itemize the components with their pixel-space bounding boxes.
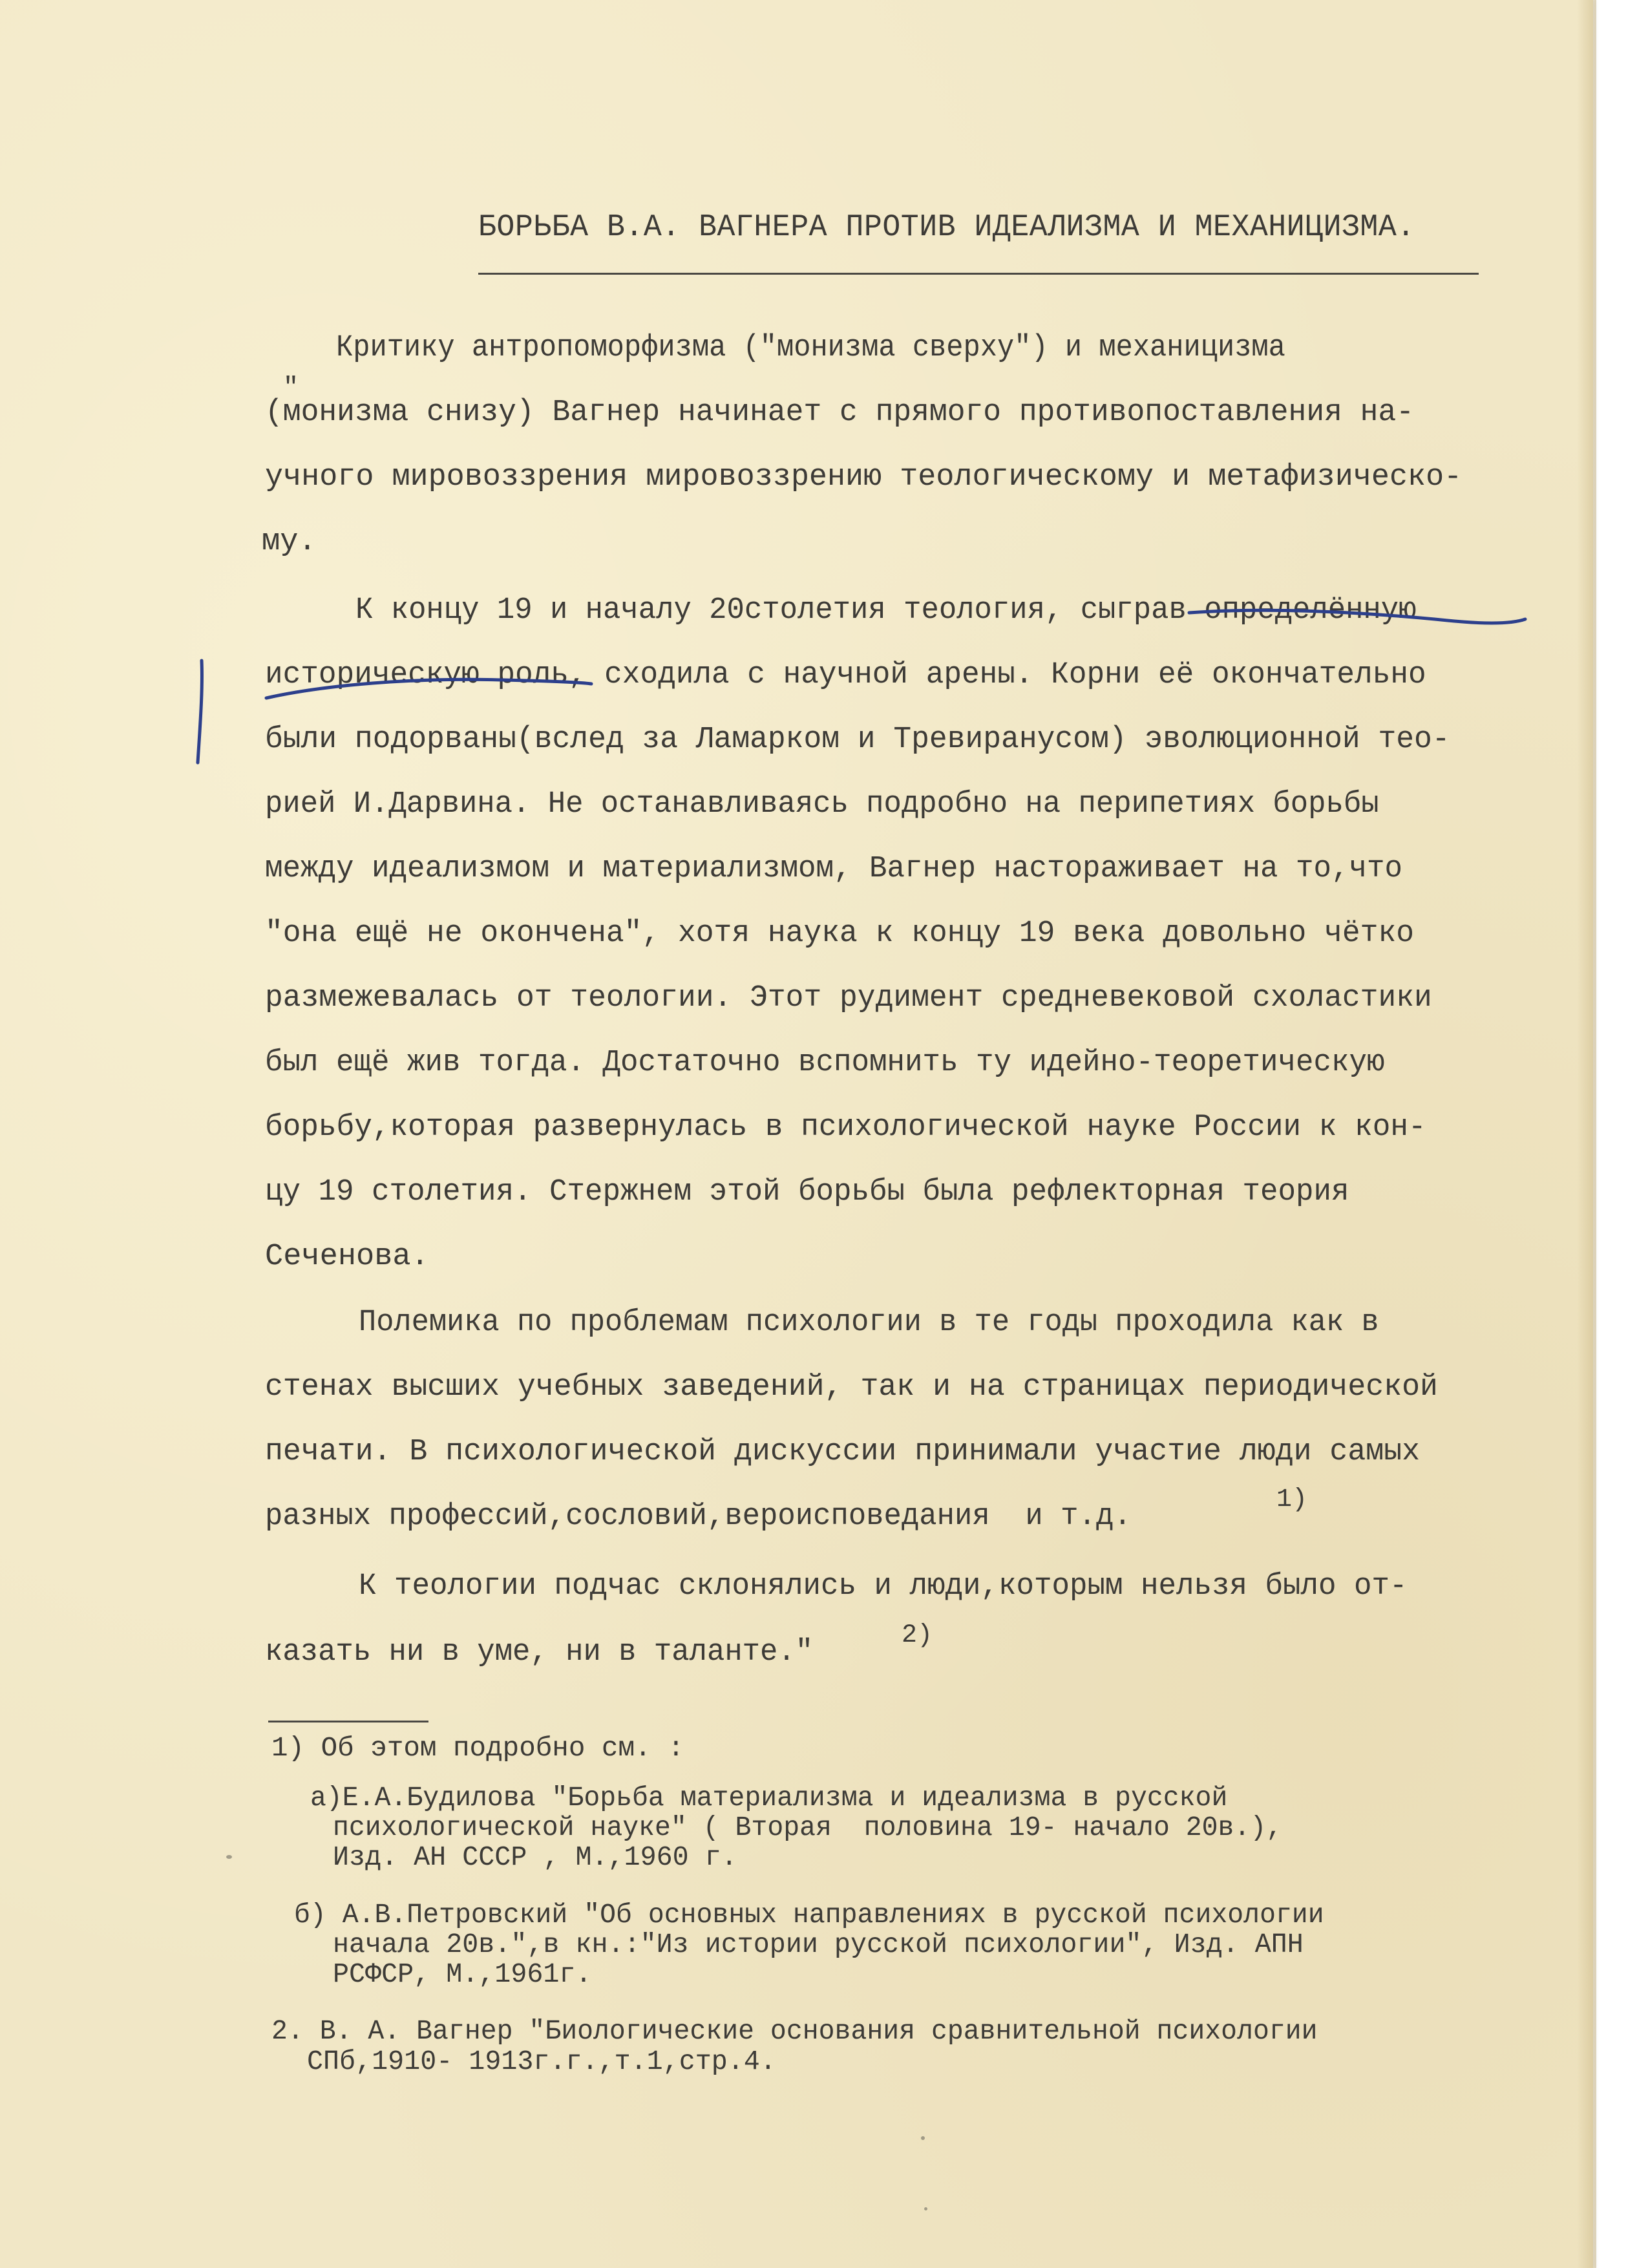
footnote-marker: 1) <box>1276 1485 1308 1514</box>
body-line: Критику антропоморфизма ("монизма сверху") и механицизма <box>336 331 1285 365</box>
body-line: печати. В психологической дискуссии принимали участие люди самых <box>265 1435 1421 1469</box>
body-line: стенах высших учебных заведений, так и на страницах периодической <box>265 1370 1438 1404</box>
footnote-line: 1) Об этом подробно см. : <box>271 1732 684 1764</box>
body-line: учного мировоззрения мировоззрению теологическому и метафизическо- <box>265 460 1463 494</box>
footnote-line: РСФСР, М.,1961г. <box>333 1958 592 1990</box>
document-title: БОРЬБА В.А. ВАГНЕРА ПРОТИВ ИДЕАЛИЗМА И МЕХАНИЦИЗМА. <box>478 210 1415 245</box>
body-line: историческую роль, сходила с научной арены. Корни её окончательно <box>265 658 1426 692</box>
body-line: разных профессий,сословий,вероисповедания и т.д. <box>265 1500 1132 1534</box>
footnote-line: начала 20в.",в кн.:"Из истории русской психологии", Изд. АПН <box>333 1929 1304 1960</box>
opening-quote-mark: " <box>283 374 299 403</box>
body-line: цу 19 столетия. Стержнем этой борьбы была рефлекторная теория <box>265 1175 1349 1209</box>
footnote-marker: 2) <box>902 1621 933 1650</box>
footnote-line: а)Е.А.Будилова "Борьба материализма и идеализма в русской <box>310 1782 1228 1814</box>
body-line: (монизма снизу) Вагнер начинает с прямого противопоставления на- <box>265 396 1415 430</box>
body-line: казать ни в уме, ни в таланте." <box>265 1635 814 1669</box>
footnote-line: 2. В. А. Вагнер "Биологические основания сравнительной психологии <box>271 2015 1318 2047</box>
body-line: "она ещё не окончена", хотя наука к концу 19 века довольно чётко <box>265 917 1415 951</box>
body-line: был ещё жив тогда. Достаточно вспомнить ту идейно-теоретическую <box>265 1046 1385 1080</box>
body-line: Сеченова. <box>265 1240 429 1274</box>
body-line: между идеализмом и материализмом, Вагнер настораживает на то,что <box>265 852 1402 886</box>
body-line: были подорваны(вслед за Ламарком и Тревиранусом) эволюционной тео- <box>265 723 1450 757</box>
pen-strikethrough-1 <box>1189 610 1525 623</box>
pen-margin-mark <box>198 661 202 763</box>
pen-strikethrough-2 <box>266 679 591 698</box>
body-line: му. <box>262 525 317 559</box>
paper-speck <box>924 2207 927 2210</box>
footnote-line: б) А.В.Петровский "Об основных направлениях в русской психологии <box>294 1899 1324 1931</box>
body-line: размежевалась от теологии. Этот рудимент средневековой схоластики <box>265 981 1432 1015</box>
paper-speck <box>921 2136 925 2140</box>
body-line: Полемика по проблемам психологии в те годы проходила как в <box>359 1306 1379 1340</box>
paper-speck <box>226 1855 232 1859</box>
body-line: рией И.Дарвина. Не останавливаясь подробно на перипетиях борьбы <box>265 787 1379 821</box>
body-line: К теологии подчас склонялись и люди,которым нельзя было от- <box>359 1569 1408 1604</box>
footnote-line: Изд. АН СССР , М.,1960 г. <box>333 1841 737 1873</box>
footnote-line: СПб,1910- 1913г.г.,т.1,стр.4. <box>307 2046 776 2077</box>
body-line: К концу 19 и началу 20столетия теология, сыграв определённую <box>355 593 1417 628</box>
footnote-line: психологической науке" ( Вторая половина 19- начало 20в.), <box>333 1812 1283 1843</box>
body-line: борьбу,которая развернулась в психологической науке России к кон- <box>265 1110 1426 1145</box>
